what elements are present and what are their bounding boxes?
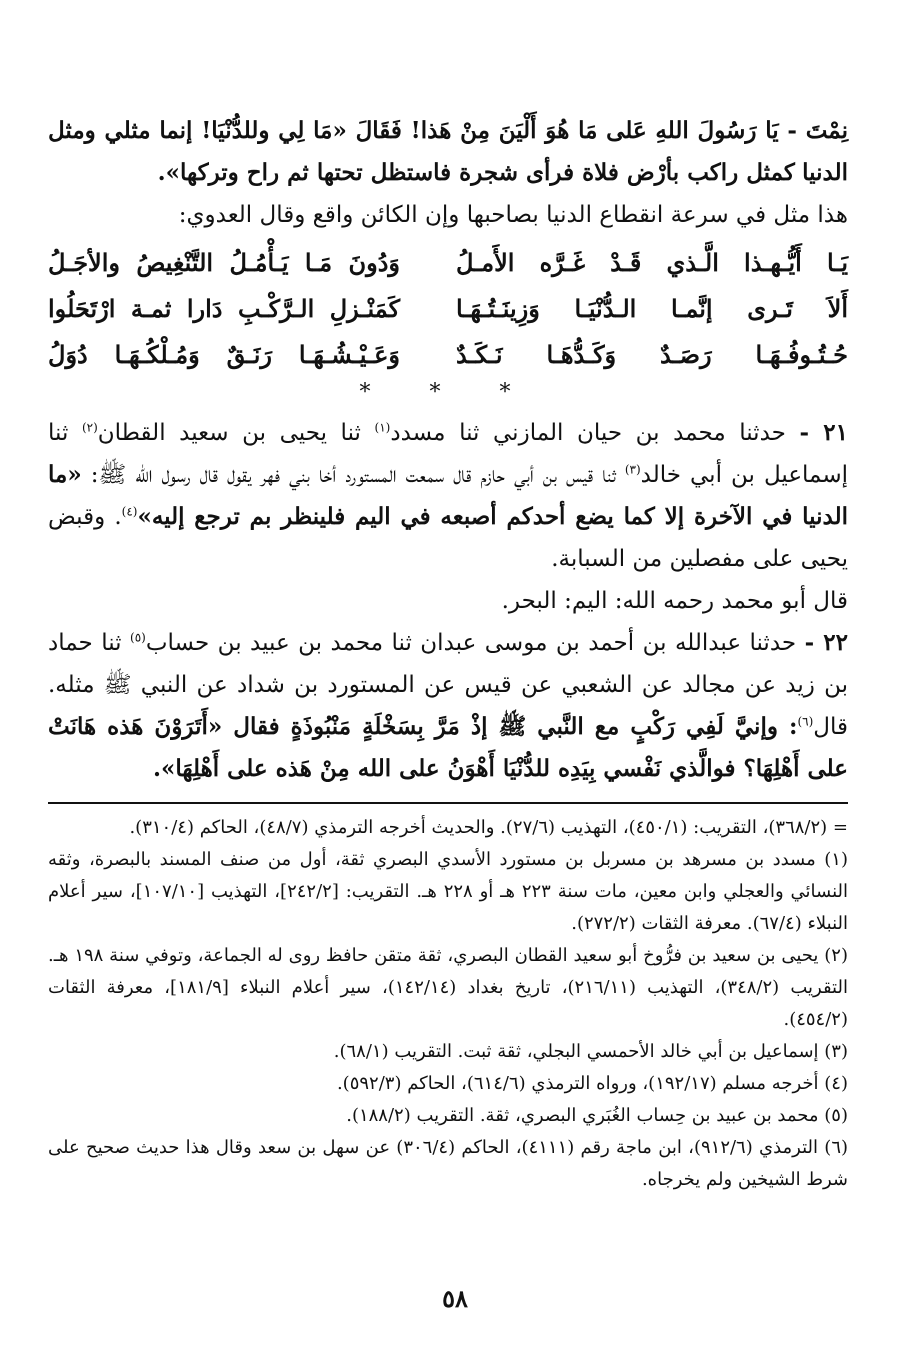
- poem-first-hemistich: أَلاَ تَـرى إنَّمـا الـدُّنْيَـا وَزِينَـتُـهَـا: [456, 294, 848, 323]
- footnote-ref: (٣): [624, 462, 641, 477]
- section-separator: * * *: [359, 380, 537, 405]
- footnote-ref: (٦): [797, 714, 814, 729]
- poem-second-hemistich: كَمَنْـزلِ الـرَّكْـبِ دَارا ثمـة ارْتَحَلُوا: [48, 294, 400, 323]
- isnad-text: ثنا إسماعيل بن أبي خالد: [48, 420, 849, 488]
- hadith-matn: «ما الدنيا في الآخرة إلا كما يضع أحدكم أصبعه في اليم فلينظر بم ترجع إليه»: [48, 461, 848, 530]
- page-number: ٥٨: [442, 1284, 468, 1313]
- footnote: (٥) محمد بن عبيد بن حِساب الغُبَري البصري، ثقة. التقريب (١٨٨/٢).: [346, 1105, 848, 1126]
- hadith-number: ٢١ -: [799, 419, 849, 446]
- scholar-comment: قال أبو محمد رحمه الله: اليم: البحر.: [501, 588, 848, 614]
- footnote-ref: (١): [374, 420, 391, 435]
- hadith-matn: : وإنيَّ لَفِي رَكْبٍ مع النَّبي ﷺ إذْ مَرَّ بِسَخْلَةٍ مَنْبُوذَةٍ فقال «أَتَرَوْنَ هَذه هَانَتْ على أَهْلِهَا؟ فوالَّذي نَفْسي بِيَدِه للدُّنْيَا أَهْوَنُ على الله مِنْ هَذه على أَهْلِهَا».: [48, 713, 848, 782]
- hadith-22: [48, 622, 848, 790]
- hadith-continuation-end: كمثل راكب بأرْض فلاة فرأى شجرة فاستظل تحتها ثم راح وتركها».: [157, 159, 795, 186]
- footnote-ref: (٤): [121, 504, 138, 519]
- main-text: [48, 110, 848, 790]
- footnote: (٤) أخرجه مسلم (١٩٢/١٧)، ورواه الترمذي (٦١٤/٦)، الحاكم (٥٩٢/٣).: [336, 1073, 848, 1094]
- hadith-number: ٢٢ -: [804, 629, 848, 656]
- isnad-text: ثنا قيس بن أبي حازم قال سمعت المستورد أخا بني فهر يقول قال رسول الله ﷺ:: [90, 462, 616, 488]
- footnote: (١) مسدد بن مسرهد بن مسربل بن مستورد الأسدي البصري ثقة، أول من صنف المسند بالبصرة، وثقه النسائي والعجلي وابن معين، مات سنة ٢٢٣ هـ أو ٢٢٨ هـ. التقريب: [٢٤٢/٢]، التهذيب [١٠٧/١٠]، سير أعلام النبلاء (٦٧/٤). معرفة الثقات (٢٧٢/٢).: [48, 849, 848, 934]
- poem-second-hemistich: وَدُونَ مَـا يَـأْمُـلُ التَّنْغِيصُ والأجَـلُ: [48, 248, 400, 277]
- hadith-remark: . وقبض يحيى على مفصلين من السبابة.: [48, 504, 848, 572]
- footnote: (٦) الترمذي (٩١٢/٦)، ابن ماجة رقم (٤١١١)، الحاكم (٣٠٦/٤) عن سهل بن سعد وقال هذا حديث صحيح على شرط الشيخين ولم يخرجاه.: [48, 1137, 849, 1190]
- poem-second-hemistich: وَعَـيْـشُـهَـا رَنَـقٌ وَمُـلْكُـهَـا دُوَلُ: [48, 340, 400, 369]
- isnad-text: حدثنا محمد بن حيان المازني ثنا مسدد: [390, 420, 786, 446]
- hadith-continuation: نِمْتَ - يَا رَسُولَ اللهِ عَلى مَا هُوَ أَلْيَنَ مِنْ هَذا! فَقَالَ «مَا لِي وللدُّنْيَا! إنما مثلي ومثل الدنيا: [48, 117, 848, 186]
- isnad-text: ثنا يحيى بن سعيد القطان: [97, 420, 361, 446]
- hadith-21: [48, 412, 848, 580]
- text-line: [48, 110, 848, 194]
- footnote: = (٣٦٨/٢)، التقريب: (٤٥٠/١)، التهذيب (٢٧/٦). والحديث أخرجه الترمذي (٤٨/٧)، الحاكم (٣١٠/٤).: [129, 817, 848, 838]
- isnad-text: حدثنا عبدالله بن أحمد بن موسى عبدان ثنا محمد بن عبيد بن حساب: [145, 630, 797, 656]
- footnote: (٢) يحيى بن سعيد بن فرُّوخ أبو سعيد القطان البصري، ثقة متقن حافظ روى له الجماعة، وتوفي سنة ١٩٨ هـ. التقريب (٣٤٨/٢)، التهذيب (٢١٦/١١)، تاريخ بغداد (١٤٢/١٤)، سير أعلام النبلاء [١٨١/٩]، معرفة الثقات (٤٥٤/٢).: [48, 945, 848, 1030]
- poem-verse: [48, 286, 848, 332]
- commentary: هذا مثل في سرعة انقطاع الدنيا بصاحبها وإن الكائن واقع وقال العدوي:: [178, 202, 848, 228]
- footnote: (٣) إسماعيل بن أبي خالد الأحمسي البجلي، ثقة ثبت. التقريب (٦٨/١).: [333, 1041, 848, 1062]
- footnote-divider: [48, 802, 848, 804]
- footnote-ref: (٢): [81, 420, 98, 435]
- isnad-text: ثنا حماد بن زيد عن مجالد عن الشعبي عن قيس عن المستورد بن شداد عن النبي ﷺ مثله. قال: [48, 630, 848, 740]
- footnotes: [48, 812, 848, 1196]
- poem-first-hemistich: يَـا أَيُّـهـذا الَّـذي قَـدْ غَـرَّه الأَمـلُ: [456, 248, 848, 277]
- poem-first-hemistich: حُـتُـوفُـهَـا رَصَـدٌ وَكَـدُّهَـا نَـكَـدٌ: [456, 340, 848, 369]
- poem-verse: [48, 240, 848, 286]
- footnote-ref: (٥): [130, 630, 146, 645]
- poem-verse: [48, 332, 848, 378]
- poem: [48, 240, 848, 378]
